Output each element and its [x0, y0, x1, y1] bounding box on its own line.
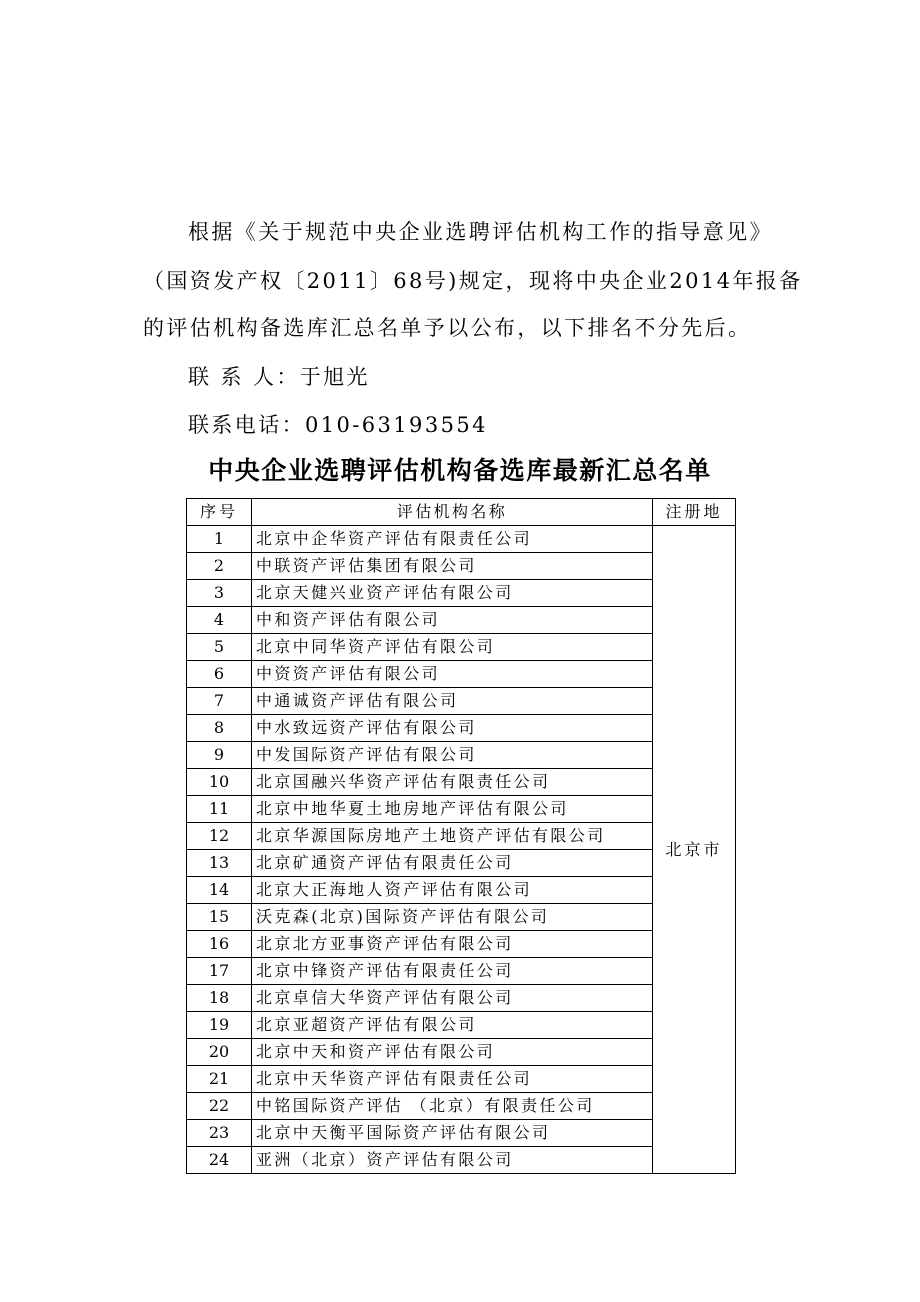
agency-name: 中联资产评估集团有限公司: [252, 553, 653, 580]
region-cell: 北京市: [653, 526, 736, 1174]
agency-name: 中发国际资产评估有限公司: [252, 742, 653, 769]
agency-name: 北京华源国际房地产土地资产评估有限公司: [252, 823, 653, 850]
row-number: 5: [187, 634, 252, 661]
row-number: 4: [187, 607, 252, 634]
agency-name: 北京国融兴华资产评估有限责任公司: [252, 769, 653, 796]
row-number: 21: [187, 1066, 252, 1093]
intro-line-3: 的评估机构备选库汇总名单予以公布，以下排名不分先后。: [143, 316, 752, 340]
header-agency-name: 评估机构名称: [252, 499, 653, 526]
table-row: [187, 526, 736, 553]
row-number: 3: [187, 580, 252, 607]
agency-name: 中和资产评估有限公司: [252, 607, 653, 634]
agency-name: 亚洲（北京）资产评估有限公司: [252, 1147, 653, 1174]
agency-name: 北京矿通资产评估有限责任公司: [252, 850, 653, 877]
agency-name: 中水致远资产评估有限公司: [252, 715, 653, 742]
agency-name: 北京天健兴业资产评估有限公司: [252, 580, 653, 607]
row-number: 22: [187, 1093, 252, 1120]
agency-name: 北京中天华资产评估有限责任公司: [252, 1066, 653, 1093]
row-number: 24: [187, 1147, 252, 1174]
agency-name: 北京中地华夏土地房地产评估有限公司: [252, 796, 653, 823]
agency-name: 北京中天衡平国际资产评估有限公司: [252, 1120, 653, 1147]
row-number: 8: [187, 715, 252, 742]
intro-line-1: 根据《关于规范中央企业选聘评估机构工作的指导意见》: [188, 220, 773, 244]
row-number: 7: [187, 688, 252, 715]
row-number: 2: [187, 553, 252, 580]
row-number: 18: [187, 985, 252, 1012]
contact-phone: 联系电话：010-63193554: [188, 413, 488, 437]
row-number: 17: [187, 958, 252, 985]
row-number: 10: [187, 769, 252, 796]
contact-person: 联 系 人：于旭光: [188, 365, 370, 389]
table-body: [187, 526, 736, 1174]
agency-table: [186, 498, 736, 1174]
agency-name: 北京卓信大华资产评估有限公司: [252, 985, 653, 1012]
intro-line-2: （国资发产权〔2011〕68号)规定，现将中央企业2014年报备: [143, 269, 803, 293]
row-number: 9: [187, 742, 252, 769]
agency-name: 沃克森(北京)国际资产评估有限公司: [252, 904, 653, 931]
row-number: 15: [187, 904, 252, 931]
row-number: 16: [187, 931, 252, 958]
agency-name: 北京北方亚事资产评估有限公司: [252, 931, 653, 958]
agency-name: 北京中同华资产评估有限公司: [252, 634, 653, 661]
agency-name: 北京亚超资产评估有限公司: [252, 1012, 653, 1039]
row-number: 19: [187, 1012, 252, 1039]
agency-name: 北京中天和资产评估有限公司: [252, 1039, 653, 1066]
row-number: 12: [187, 823, 252, 850]
row-number: 6: [187, 661, 252, 688]
row-number: 23: [187, 1120, 252, 1147]
agency-name: 中铭国际资产评估 （北京）有限责任公司: [252, 1093, 653, 1120]
header-region: 注册地: [653, 499, 736, 526]
row-number: 13: [187, 850, 252, 877]
row-number: 20: [187, 1039, 252, 1066]
agency-name: 北京中企华资产评估有限责任公司: [252, 526, 653, 553]
row-number: 1: [187, 526, 252, 553]
agency-name: 中通诚资产评估有限公司: [252, 688, 653, 715]
agency-name: 北京大正海地人资产评估有限公司: [252, 877, 653, 904]
agency-name: 北京中锋资产评估有限责任公司: [252, 958, 653, 985]
header-number: 序号: [187, 499, 252, 526]
row-number: 11: [187, 796, 252, 823]
table-header-row: [187, 499, 736, 526]
list-title: 中央企业选聘评估机构备选库最新汇总名单: [208, 456, 712, 485]
row-number: 14: [187, 877, 252, 904]
agency-name: 中资资产评估有限公司: [252, 661, 653, 688]
